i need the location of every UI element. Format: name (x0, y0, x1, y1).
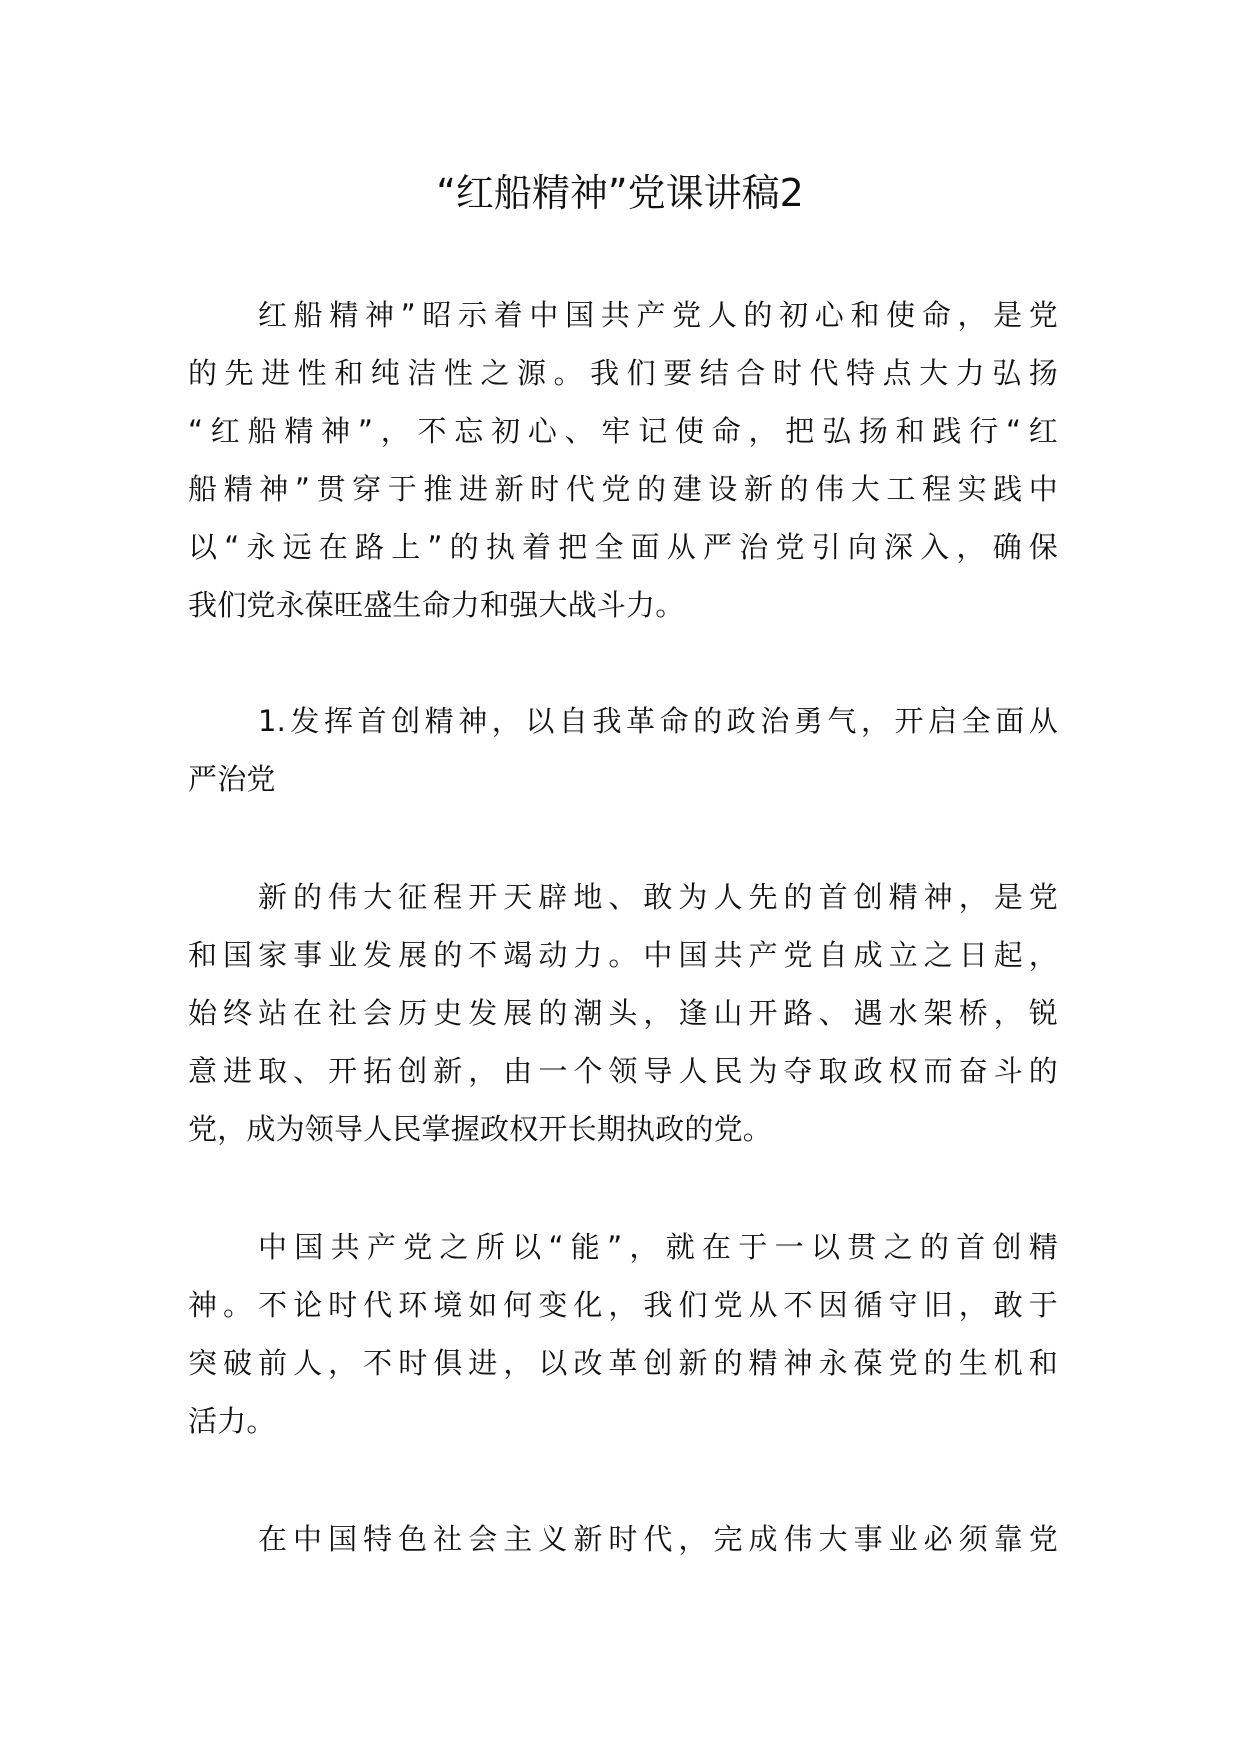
paragraph-line: 党，成为领导人民掌握政权开长期执政的党。 (188, 1112, 773, 1146)
paragraph-4 (188, 1218, 1058, 1450)
paragraph-line: 活力。 (188, 1404, 276, 1438)
paragraph-line: 红船精神”昭示着中国共产党人的初心和使命，是党 (258, 298, 1058, 332)
document-title: “红船精神”党课讲稿2 (436, 171, 804, 215)
paragraph-line: 船精神”贯穿于推进新时代党的建设新的伟大工程实践中 (188, 472, 1058, 506)
paragraph-line: 和国家事业发展的不竭动力。中国共产党自成立之日起， (188, 938, 1058, 972)
paragraph-line: 突破前人，不时俱进，以改革创新的精神永葆党的生机和 (188, 1346, 1058, 1380)
paragraph-1 (188, 286, 1058, 634)
paragraph-line: 我们党永葆旺盛生命力和强大战斗力。 (188, 588, 685, 622)
paragraph-line: 严治党 (188, 762, 276, 796)
paragraph-line: 始终站在社会历史发展的潮头，逢山开路、遇水架桥，锐 (188, 996, 1058, 1030)
paragraph-line: 1.发挥首创精神，以自我革命的政治勇气，开启全面从 (258, 704, 1058, 738)
paragraph-line: “红船精神”，不忘初心、牢记使命，把弘扬和践行“红 (188, 414, 1058, 448)
paragraph-line: 的先进性和纯洁性之源。我们要结合时代特点大力弘扬 (188, 356, 1058, 390)
paragraph-3 (188, 868, 1058, 1158)
paragraph-line: 意进取、开拓创新，由一个领导人民为夺取政权而奋斗的 (188, 1054, 1058, 1088)
paragraph-line: 以“永远在路上”的执着把全面从严治党引向深入，确保 (188, 530, 1058, 564)
paragraph-line: 中国共产党之所以“能”，就在于一以贯之的首创精 (258, 1230, 1058, 1264)
paragraph-5 (188, 1510, 1058, 1568)
paragraph-line: 在中国特色社会主义新时代，完成伟大事业必须靠党 (258, 1522, 1058, 1556)
paragraph-line: 新的伟大征程开天辟地、敢为人先的首创精神，是党 (258, 880, 1058, 914)
paragraph-2-heading (188, 692, 1058, 808)
paragraph-line: 神。不论时代环境如何变化，我们党从不因循守旧，敢于 (188, 1288, 1058, 1322)
